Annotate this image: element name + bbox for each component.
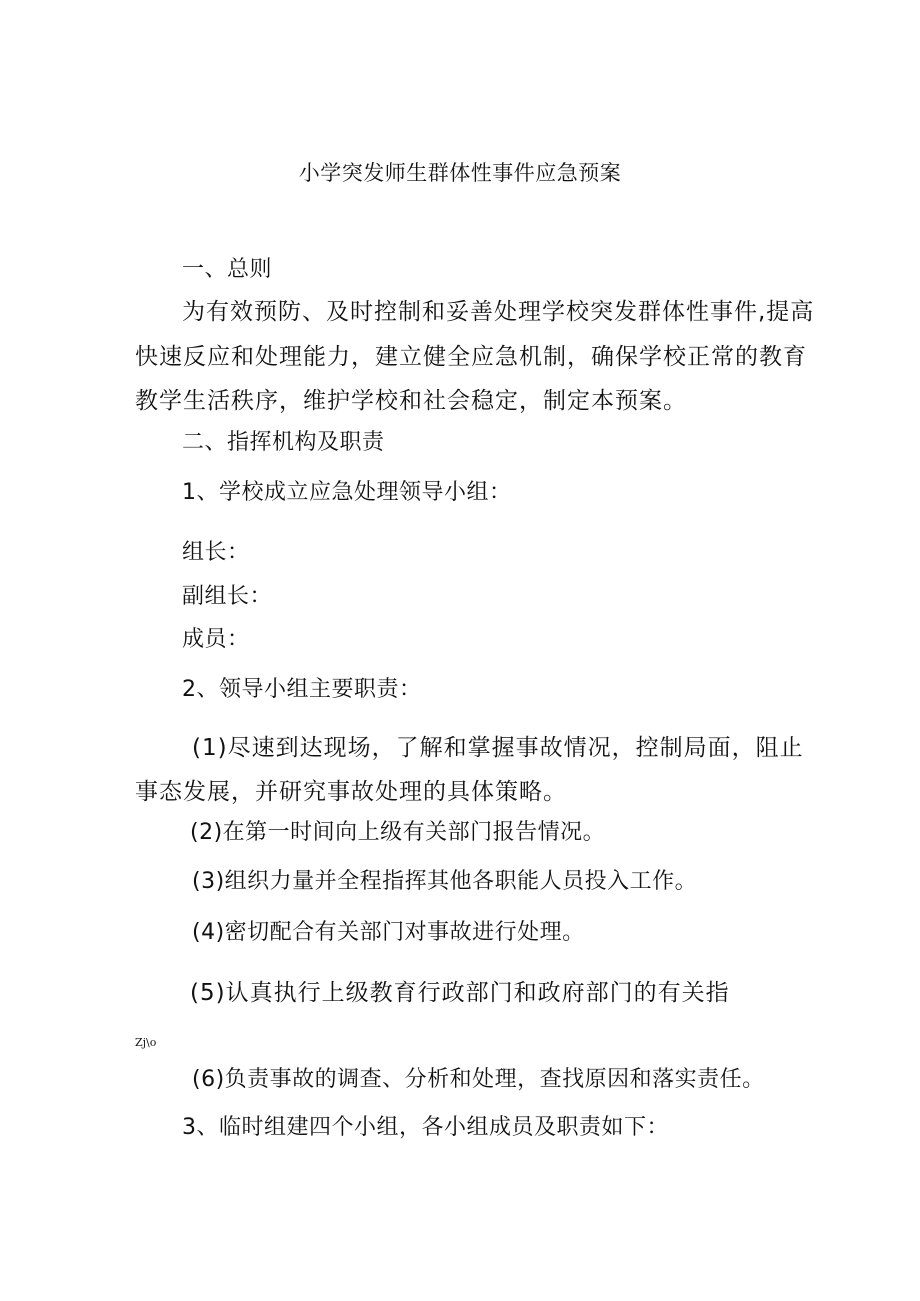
duty1-line1: (1)尽速到达现场，了解和掌握事故情况，控制局面，阻止 (192, 735, 804, 761)
item3-four-groups: 3、临时组建四个小组，各小组成员及职责如下： (182, 1115, 669, 1140)
duty5-fragment: Zj\o (135, 1036, 157, 1049)
item1-leadership-group: 1、学校成立应急处理领导小组： (182, 480, 512, 505)
section1-para-line3: 教学生活秩序，维护学校和社会稳定，制定本预案。 (135, 388, 687, 414)
duty3: (3)组织力量并全程指挥其他各职能人员投入工作。 (192, 869, 698, 894)
deputy-leader-label: 副组长： (182, 584, 273, 609)
section2-heading: 二、指挥机构及职责 (182, 430, 385, 455)
duty1-line2: 事态发展，并研究事故处理的具体策略。 (135, 779, 567, 805)
leader-label: 组长： (182, 540, 250, 565)
item2-main-duties: 2、领导小组主要职责： (182, 677, 422, 702)
duty4: (4)密切配合有关部门对事故进行处理。 (192, 920, 585, 945)
duty5: (5)认真执行上级教育行政部门和政府部门的有关指 (190, 980, 730, 1006)
duty2: (2)在第一时间向上级有关部门报告情况。 (190, 820, 606, 845)
members-label: 成员： (182, 627, 250, 652)
section1-heading: 一、总则 (182, 257, 273, 282)
section1-para-line1: 为有效预防、及时控制和妥善处理学校突发群体性事件,提高 (182, 299, 815, 325)
section1-para-line2: 快速反应和处理能力，建立健全应急机制，确保学校正常的教育 (135, 344, 807, 370)
duty6: (6)负责事故的调查、分析和处理，查找原因和落实责任。 (192, 1067, 765, 1092)
document-title: 小学突发师生群体性事件应急预案 (298, 161, 622, 185)
